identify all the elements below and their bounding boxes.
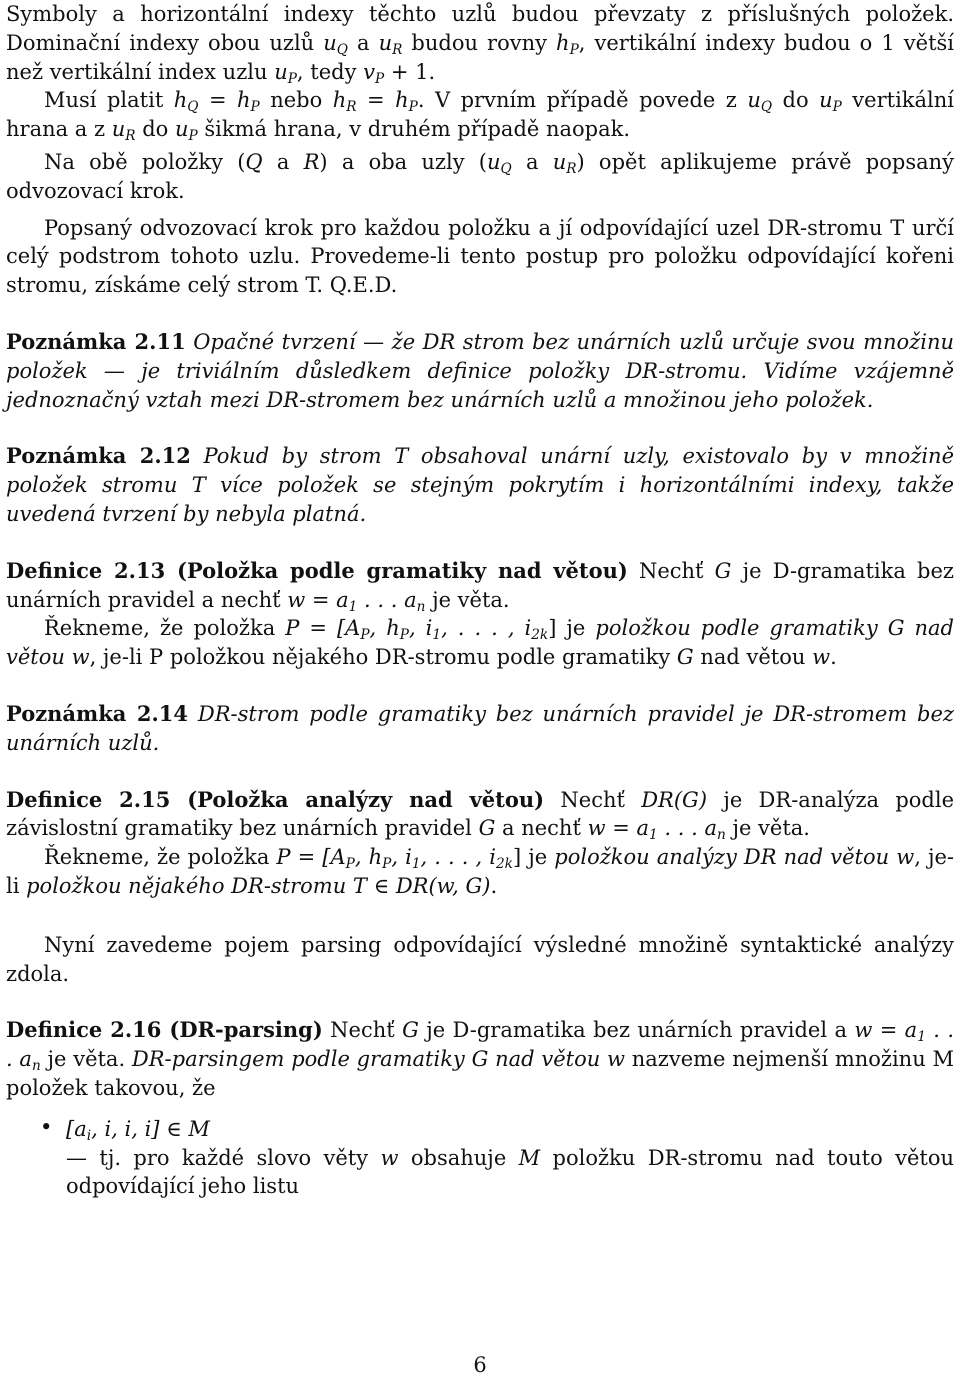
math-expr: . . . a [357, 587, 417, 612]
math-expr: P = [A [285, 616, 361, 641]
math-sub: 2k [531, 627, 549, 644]
math-var: R [303, 149, 320, 174]
math-sub: P [188, 128, 198, 144]
math-var: G [887, 616, 905, 641]
definition-label: Definice 2.13 (Položka podle gramatiky nad větou) [6, 557, 628, 583]
math-var: v [363, 59, 375, 84]
emphasis: položkou analýzy [554, 845, 744, 870]
math-var: u [175, 117, 189, 142]
math-sub: P [382, 855, 392, 872]
math-sub: 2k [496, 855, 513, 872]
math-sub: P [375, 70, 385, 87]
math-sub: 1 [411, 855, 421, 872]
math-sub: R [125, 128, 136, 144]
math-var: w [607, 1047, 625, 1072]
math-var: T [394, 444, 409, 469]
math-var: u [747, 88, 761, 113]
text: je věta. [40, 1047, 132, 1072]
bullet-explanation [66, 1144, 954, 1202]
math-expr: w = a [587, 816, 650, 841]
remark-2-11 [6, 328, 954, 414]
definition-2-13-body [6, 614, 954, 672]
math-var: u [111, 117, 126, 142]
text: a [262, 149, 304, 174]
text: , vertikální indexy budou o 1 větší než vertikální index uzlu [6, 30, 954, 84]
paragraph-apply-step [6, 148, 954, 206]
math-var: T [352, 873, 367, 898]
math-expr: ] [512, 845, 522, 870]
math-var: u [323, 30, 337, 55]
paragraph-symbols [6, 0, 954, 86]
math-var: w [380, 1145, 399, 1170]
math-sub: P [399, 627, 409, 644]
text: šikmá hrana, v druhém případě naopak. [197, 117, 631, 142]
math-expr: , . . . , i [441, 616, 532, 641]
text: do [135, 117, 175, 142]
math-var: w [896, 845, 915, 870]
math-sub: P [287, 70, 297, 87]
math-sub: n [716, 827, 726, 844]
text: nebo [259, 88, 333, 113]
text: budou rovny [402, 30, 557, 55]
definition-label: Definice 2.15 (Položka analýzy nad větou) [6, 786, 545, 812]
text: , tedy [296, 59, 364, 84]
remark-text: více položek se stejným pokrytím i horizontálními indexy, takže uvedená tvrzení by nebyla platná. [6, 473, 955, 526]
text: = [356, 88, 396, 113]
text: a [347, 30, 379, 55]
text: , je-li [6, 845, 954, 898]
math-expr: [a [66, 1116, 87, 1141]
math-var: M [518, 1145, 541, 1170]
math-var: h [237, 88, 251, 113]
math-sub: P [345, 855, 355, 872]
text: Musí platit [44, 88, 174, 113]
text: je DR-analýza podle závislostní gramatiky bez unárních pravidel [6, 787, 954, 841]
math-var: T [191, 473, 206, 498]
math-var: G [478, 816, 496, 841]
text: ) a oba uzly ( [319, 149, 487, 174]
math-sub: 1 [917, 1029, 926, 1046]
document-page [6, 0, 954, 1201]
math-expr: , h [369, 616, 400, 641]
math-var: h [173, 88, 188, 113]
math-sub: 1 [649, 827, 658, 844]
paragraph-must-hold [6, 86, 954, 144]
math-expr: . . . a [6, 1018, 954, 1072]
math-var: w [71, 645, 90, 670]
text: je [556, 616, 596, 641]
text: je věta. [725, 816, 810, 841]
text: Řekneme, že položka [44, 616, 286, 641]
text: — tj. pro každé slovo věty [66, 1145, 381, 1170]
math-expr: ] [548, 616, 557, 641]
text: je D-gramatika bez unárních pravidel a nechť [6, 558, 954, 612]
emphasis: nad větou [776, 845, 897, 870]
math-sub: P [250, 99, 260, 116]
math-expr: , i [408, 616, 433, 641]
text: obsahuje [398, 1145, 519, 1170]
math-expr: w = a [287, 587, 349, 612]
math-var: G [402, 1018, 419, 1043]
text: je [521, 845, 555, 870]
definition-2-15-body [6, 843, 954, 901]
emphasis: nad větou [6, 616, 954, 670]
math-var: Q [245, 149, 263, 174]
math-sub: 1 [432, 627, 442, 644]
remark-text: Opačné tvrzení — že DR strom bez unárních uzlů určuje svou množinu položek — je triviálním důsledkem definice položky DR-stromu. Vidíme vzájemně jednoznačný vztah mezi DR-stromem bez unárních uzlů a množinou jeho položek. [6, 329, 954, 412]
math-sub: P [360, 627, 370, 644]
text: Na obě položky ( [44, 149, 246, 174]
math-expr: , i [391, 845, 412, 870]
remark-text: obsahoval unární uzly, existovalo by v množině položek stromu [6, 444, 955, 498]
text: Nechť [544, 787, 642, 812]
math-var: u [819, 88, 833, 113]
math-sub: 1 [348, 598, 358, 615]
text: Nechť [322, 1018, 403, 1043]
math-sub: Q [760, 99, 773, 116]
definition-2-16 [6, 1016, 954, 1102]
text: . [830, 645, 837, 670]
list-item-body [66, 1115, 954, 1201]
math-var: u [378, 30, 393, 55]
math-expr: . . . a [657, 816, 717, 841]
text: nad větou [693, 645, 813, 670]
text: Nechť [627, 558, 715, 583]
math-sub: R [392, 41, 403, 58]
math-sub: R [346, 99, 357, 116]
math-expr: DR(G) [641, 787, 708, 812]
bullet-icon: • [40, 1114, 53, 1139]
math-sub: Q [500, 160, 512, 177]
remark-label: Poznámka 2.14 [6, 700, 189, 726]
math-var: DR [743, 845, 777, 870]
text: je D-gramatika bez unárních pravidel a [418, 1018, 855, 1043]
text: . [490, 873, 498, 898]
definition-2-15 [6, 786, 954, 844]
text: je věta. [425, 587, 510, 612]
definition-2-13 [6, 557, 954, 615]
remark-label: Poznámka 2.11 [6, 328, 186, 354]
text: Symboly a horizontální indexy těchto uzlů budou převzaty z příslušných položek. Dominační indexy obou uzlů [6, 2, 954, 55]
text: nazveme nejmenší množinu M položek takovou, že [6, 1047, 954, 1100]
math-sub: R [566, 160, 577, 177]
math-var: u [552, 149, 567, 174]
math-expr: w = a [854, 1018, 918, 1043]
definition-label: Definice 2.16 (DR-parsing) [6, 1017, 323, 1043]
bullet-formula [66, 1115, 954, 1144]
math-sub: P [408, 99, 418, 116]
remark-label: Poznámka 2.12 [6, 443, 191, 469]
remark-text: DR-strom podle gramatiky bez unárních pravidel je DR-stromem bez unárních uzlů. [6, 701, 954, 755]
math-var: M [188, 1116, 210, 1141]
emphasis: DR-parsingem podle gramatiky [131, 1047, 472, 1072]
text: položku DR-stromu nad touto větou odpovídající jeho listu [66, 1145, 955, 1199]
text: a [511, 149, 553, 174]
math-var: h [395, 88, 409, 113]
math-expr: , h [354, 845, 383, 870]
math-var: h [332, 88, 347, 113]
math-var: G [676, 645, 694, 670]
text: + 1. [384, 59, 436, 84]
math-sub: Q [336, 41, 348, 58]
remark-text: Pokud by strom [203, 444, 395, 469]
remark-2-12 [6, 442, 954, 528]
emphasis: položkou nějakého DR-stromu [26, 873, 353, 898]
math-sub: i [86, 1127, 92, 1144]
text: a nechť [495, 816, 588, 841]
math-sub: P [832, 99, 842, 116]
math-sub: n [31, 1057, 41, 1074]
math-var: G [714, 558, 732, 583]
math-sub: P [569, 41, 579, 58]
math-var: w [812, 645, 831, 670]
math-sub: Q [187, 99, 199, 116]
emphasis: nad větou [488, 1047, 607, 1072]
math-var: u [274, 59, 288, 84]
text: Řekneme, že položka [44, 845, 277, 870]
paragraph-parsing-intro: Nyní zavedeme pojem parsing odpovídající výsledné množině syntaktické analýzy zdola. [6, 932, 954, 986]
emphasis: položkou podle gramatiky [595, 616, 888, 641]
text: = [198, 88, 238, 113]
text: , je-li P položkou nějakého DR-stromu podle gramatiky [89, 645, 677, 670]
text: ) opět aplikujeme právě popsaný odvozovací krok. [6, 149, 955, 203]
math-var: G [471, 1047, 489, 1072]
math-expr: DR(w, G) [395, 873, 491, 898]
page-number: 6 [473, 1353, 487, 1377]
remark-2-14 [6, 700, 954, 758]
text: vertikální hrana a z [6, 88, 954, 142]
math-var: h [556, 30, 570, 55]
list-item [6, 1115, 954, 1201]
math-expr: , i, i, i] ∈ [91, 1116, 189, 1141]
text: do [772, 88, 820, 113]
text: . V prvním případě povede z [417, 88, 748, 113]
paragraph-qed: Popsaný odvozovací krok pro každou položku a jí odpovídající uzel DR-stromu T určí celý podstrom tohoto uzlu. Provedeme-li tento postup pro položku odpovídající kořeni stromu, získáme celý strom T. Q.E.D. [6, 215, 954, 298]
math-expr: , . . . , i [420, 845, 496, 870]
math-expr: P = [A [276, 845, 346, 870]
math-sub: n [416, 598, 426, 615]
math-var: u [487, 149, 501, 174]
math-expr: ∈ [366, 873, 396, 898]
